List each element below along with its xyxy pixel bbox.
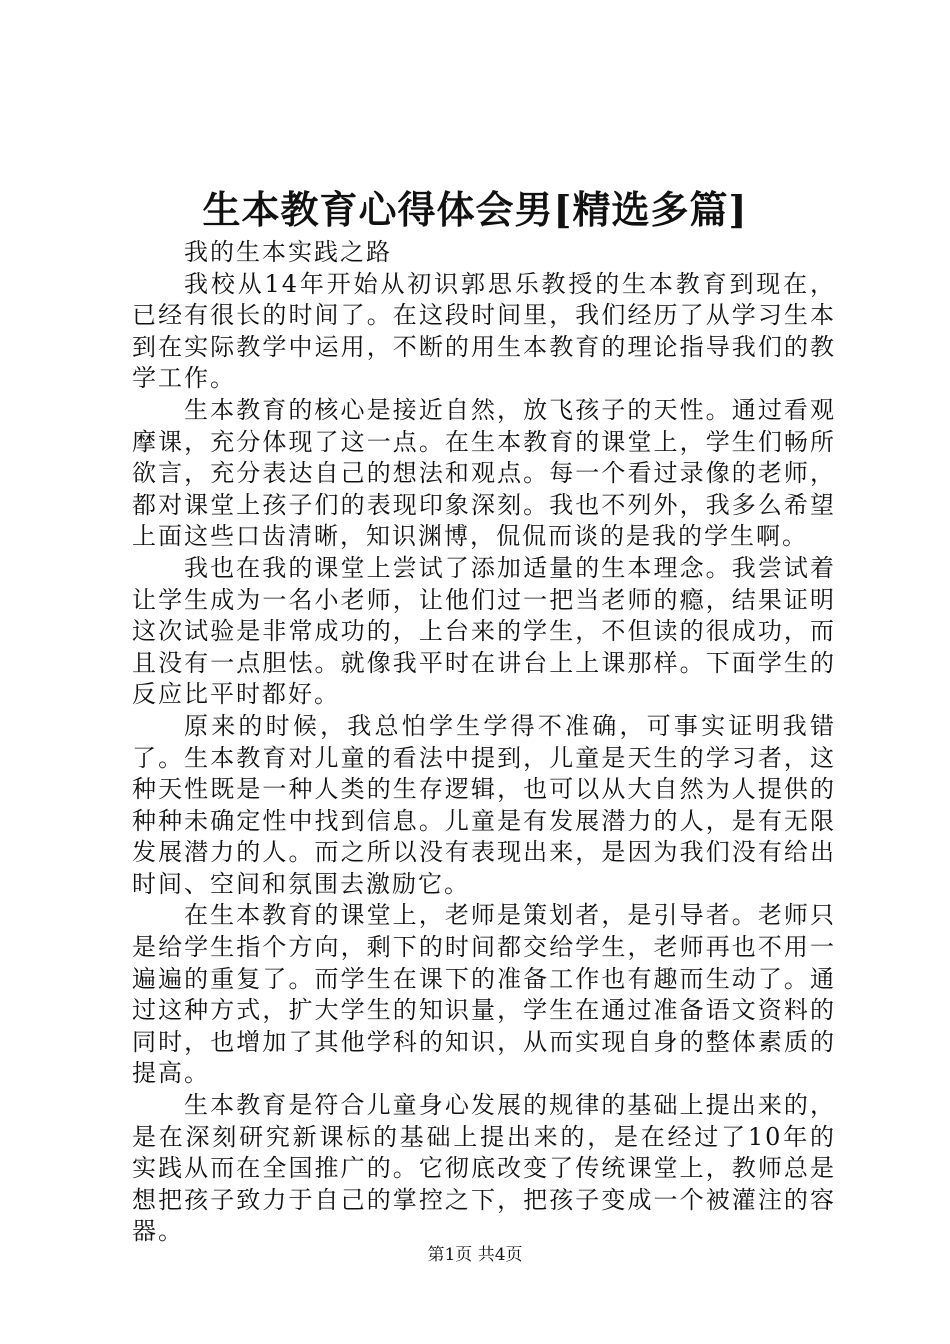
paragraph: 生本教育是符合儿童身心发展的规律的基础上提出来的，是在深刻研究新课标的基础上提出来的，是在经过了10年的实践从而在全国推广的。它彻底改变了传统课堂上，教师总是想把孩子致力于自己的掌控之下，把孩子变成一个被灌注的容器。 <box>132 1091 836 1246</box>
paragraph: 我也在我的课堂上尝试了添加适量的生本理念。我尝试着让学生成为一名小老师，让他们过一把当老师的瘾，结果证明这次试验是非常成功的，上台来的学生，不但读的很成功，而且没有一点胆怯。就像我平时在讲台上上课那样。下面学生的反应比平时都好。 <box>132 553 836 709</box>
page-number-footer: 第1页 共4页 <box>427 1245 523 1265</box>
paragraph: 生本教育的核心是接近自然，放飞孩子的天性。通过看观摩课，充分体现了这一点。在生本教育的课堂上，学生们畅所欲言，充分表达自己的想法和观点。每一个看过录像的老师，都对课堂上孩子们的表现印象深刻。我也不列外，我多么希望上面这些口齿清晰，知识渊博，侃侃而谈的是我的学生啊。 <box>132 395 836 551</box>
paragraph: 我校从14年开始从初识郭思乐教授的生本教育到现在，已经有很长的时间了。在这段时间里，我们经历了从学习生本到在实际教学中运用，不断的用生本教育的理论指导我们的教学工作。 <box>132 269 836 393</box>
document-title: 生本教育心得体会男[精选多篇] <box>202 187 748 232</box>
paragraph-subtitle: 我的生本实践之路 <box>184 238 392 266</box>
document-body <box>132 237 836 1248</box>
paragraph: 在生本教育的课堂上，老师是策划者，是引导者。老师只是给学生指个方向，剩下的时间都交给学生，老师再也不用一遍遍的重复了。而学生在课下的准备工作也有趣而生动了。通过这种方式，扩大学生的知识量，学生在通过准备语文资料的同时，也增加了其他学科的知识，从而实现自身的整体素质的提高。 <box>132 901 836 1088</box>
paragraph: 原来的时候，我总怕学生学得不准确，可事实证明我错了。生本教育对儿童的看法中提到，儿童是天生的学习者，这种天性既是一种人类的生存逻辑，也可以从大自然为人提供的种种未确定性中找到信息。儿童是有发展潜力的人，是有无限发展潜力的人。而之所以没有表现出来，是因为我们没有给出时间、空间和氛围去激励它。 <box>132 711 836 898</box>
